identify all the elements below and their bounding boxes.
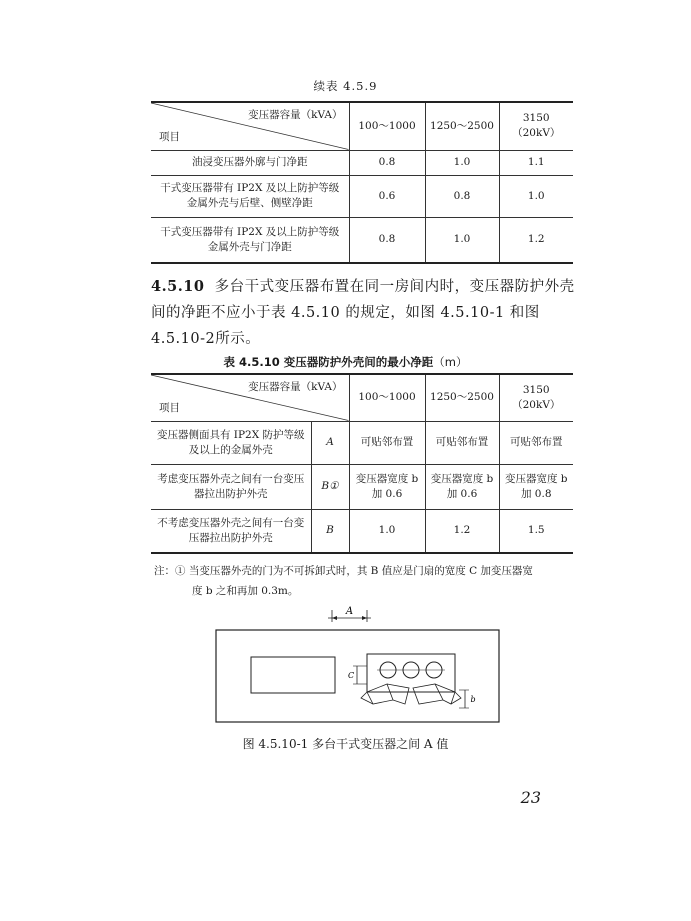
table2-title-text: 表 4.5.10 变压器防护外壳间的最小净距 <box>223 355 434 369</box>
table-cell: 变压器宽度 b 加 0.8 <box>499 464 573 509</box>
table2-title <box>0 354 691 370</box>
dimension-c <box>348 666 367 684</box>
table-cell: 1.2 <box>499 217 573 263</box>
clause-paragraph <box>151 274 576 352</box>
table2-row-symbol: B① <box>311 464 349 509</box>
table1 <box>151 101 573 264</box>
table2 <box>151 373 573 554</box>
note-line: 注：① 当变压器外壳的门为不可拆卸式时，其 B 值应是门扇的宽度 C 加变压器宽 <box>154 565 533 577</box>
table1-caption: 续表 4.5.9 <box>313 79 378 93</box>
dimension-a-label: A <box>345 606 354 617</box>
table-note <box>154 561 574 601</box>
table1-col-header: 100～1000 <box>349 102 425 150</box>
table1-header-row <box>151 102 573 150</box>
table2-unit: （m） <box>433 355 468 369</box>
table-cell: 1.2 <box>425 509 499 553</box>
table2-col-header: 3150（20kV） <box>499 374 573 421</box>
table-cell: 变压器宽度 b 加 0.6 <box>425 464 499 509</box>
table2-header-capacity: 变压器容量（kVA） <box>248 381 343 393</box>
table1-col-header: 3150（20kV） <box>499 102 573 150</box>
table-cell: 1.0 <box>425 217 499 263</box>
table2-header-row <box>151 374 573 421</box>
table2-header-item: 项目 <box>159 401 180 414</box>
transformer-layout-figure <box>211 604 504 729</box>
enclosure-doors <box>361 684 461 704</box>
table1-col-header: 1250～2500 <box>425 102 499 150</box>
table-cell: 可贴邻布置 <box>349 421 425 464</box>
table2-col-header: 100～1000 <box>349 374 425 421</box>
table-cell: 0.8 <box>349 150 425 175</box>
dimension-b <box>459 690 476 708</box>
table2-row-label: 变压器侧面具有 IP2X 防护等级及以上的金属外壳 <box>151 421 311 464</box>
table2-col-header: 1250～2500 <box>425 374 499 421</box>
table-cell: 0.6 <box>349 175 425 217</box>
table-cell: 可贴邻布置 <box>425 421 499 464</box>
table-cell: 0.8 <box>425 175 499 217</box>
table-row <box>151 509 573 553</box>
table-cell: 1.0 <box>499 175 573 217</box>
clause-number: 4.5.10 <box>151 278 205 295</box>
table1-row-label: 干式变压器带有 IP2X 及以上防护等级金属外壳与门净距 <box>151 217 349 263</box>
transformer-left <box>251 657 335 693</box>
table-row <box>151 150 573 175</box>
table1-diagonal-header <box>151 102 349 150</box>
table-cell: 1.5 <box>499 509 573 553</box>
dimension-a <box>328 606 371 622</box>
table-row <box>151 421 573 464</box>
table-cell: 0.8 <box>349 217 425 263</box>
dimension-c-label: C <box>347 671 355 680</box>
table-cell: 1.0 <box>425 150 499 175</box>
table2-row-label: 考虑变压器外壳之间有一台变压器拉出防护外壳 <box>151 464 311 509</box>
table-cell: 可贴邻布置 <box>499 421 573 464</box>
page-number: 23 <box>520 788 541 807</box>
table2-row-symbol: B <box>311 509 349 553</box>
table-cell: 1.1 <box>499 150 573 175</box>
room-outline <box>216 630 499 722</box>
clause-text: 多台干式变压器布置在同一房间内时，变压器防护外壳间的净距不应小于表 4.5.10 的规定，如图 4.5.10-1 和图 4.5.10-2所示。 <box>151 279 575 347</box>
table2-row-label: 不考虑变压器外壳之间有一台变压器拉出防护外壳 <box>151 509 311 553</box>
table2-diagonal-header <box>151 374 349 421</box>
table-row <box>151 464 573 509</box>
table1-header-capacity: 变压器容量（kVA） <box>248 109 343 121</box>
table1-row-label: 油浸变压器外廓与门净距 <box>151 150 349 175</box>
note-line: 度 b 之和再加 0.3m。 <box>192 585 299 597</box>
table-row <box>151 217 573 263</box>
table1-header-item: 项目 <box>159 130 180 143</box>
table-cell: 变压器宽度 b 加 0.6 <box>349 464 425 509</box>
table-row <box>151 175 573 217</box>
figure-caption: 图 4.5.10-1 多台干式变压器之间 A 值 <box>242 737 449 751</box>
table-cell: 1.0 <box>349 509 425 553</box>
dimension-b-label: b <box>470 695 476 704</box>
table1-row-label: 干式变压器带有 IP2X 及以上防护等级金属外壳与后壁、侧壁净距 <box>151 175 349 217</box>
table2-row-symbol: A <box>311 421 349 464</box>
